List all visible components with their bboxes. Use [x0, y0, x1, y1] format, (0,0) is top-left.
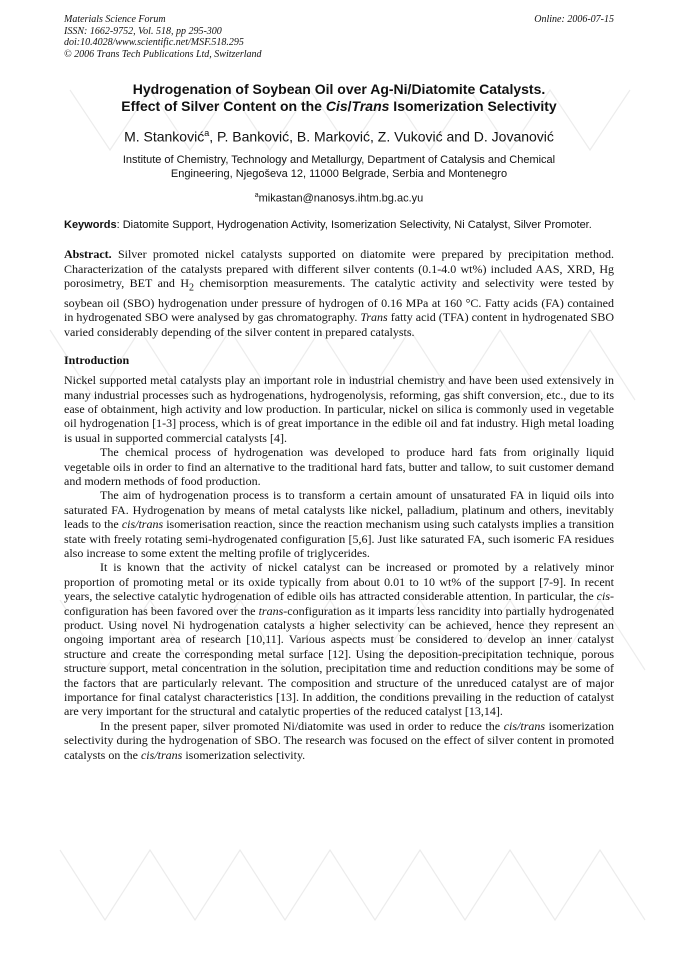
abstract-text-3: fatty acid (TFA) content in hydrogenated SBO varied considerably depending of the silver content in prepared catalysts.: [64, 310, 614, 339]
intro-paragraph-4: [64, 560, 614, 718]
email-superscript: a: [254, 191, 259, 199]
p4-text-b: -configuration has been favored over the: [64, 589, 614, 618]
abstract-text-1: Silver promoted nickel catalysts supported on diatomite were prepared by precipitation method. Characterization of the catalysts prepared with different silver contents (0.1-4.0 wt%) included AAS, XRD, Hg porosimetry, BET and H: [64, 247, 614, 291]
paper-title: [64, 81, 614, 115]
issn-line: ISSN: 1662-9752, Vol. 518, pp 295-300: [64, 25, 222, 37]
abstract-label: Abstract.: [64, 247, 112, 262]
p3-text-b: isomerisation reaction, since the reaction mechanism using such catalysts implies a transition state with freely rotating semi-hydrogenated configuration [5,6]. Just like saturated FA, such isomeric FA residues also increase to some extent the melting profile of triglycerides.: [64, 517, 614, 561]
section-heading-introduction: Introduction: [64, 353, 130, 368]
author-list: [64, 125, 614, 146]
paper-page: [64, 14, 614, 762]
intro-paragraph-3: [64, 488, 614, 560]
p4-em-2: trans: [258, 603, 284, 618]
affiliation-line-1: Institute of Chemistry, Technology and Metallurgy, Department of Catalysis and Chemical: [122, 153, 556, 166]
p3-text-a: The aim of hydrogenation process is to transform a certain amount of unsaturated FA in liquid oils into saturated FA. Hydrogenation by means of metal catalysts like nickel, palladium, platinum and others, inevitably leads to the: [64, 488, 614, 532]
p5-em-2: cis/trans: [140, 747, 183, 762]
title-line-2: [64, 98, 614, 115]
author-email: [64, 189, 614, 206]
title-text: Effect of Silver Content on the: [121, 98, 326, 114]
p5-text-c: isomerization selectivity.: [182, 747, 306, 762]
p5-em-1: cis/trans: [503, 718, 546, 733]
abstract-subscript: 2: [189, 282, 195, 294]
title-text-end: Isomerization Selectivity: [389, 98, 557, 114]
p5-text-a: In the present paper, silver promoted Ni/diatomite was used in order to reduce the: [100, 718, 504, 733]
affiliation: [64, 153, 614, 181]
author-superscript: a: [204, 128, 210, 138]
title-slash: /: [347, 98, 352, 114]
title-trans: Trans: [351, 98, 390, 114]
abstract: [64, 247, 614, 339]
journal-header: [64, 14, 614, 60]
keywords: [64, 218, 614, 232]
abstract-text-2: chemisorption measurements. The catalytic activity and selectivity were tested by soybean oil (SBO) hydrogenation under pressure of hydrogen of 0.16 MPa at 160 °C. Fatty acids (FA) contained in hydrogenated SBO were analysed by gas chromatography.: [64, 276, 614, 325]
p4-text-a: It is known that the activity of nickel catalyst can be increased or promoted by a relatively minor proportion of promoting metal or its oxide typically from about 0.01 to 10 wt% of the support [7-9]. In recent years, the selective catalytic hydrogenation of edible oils has attracted considerable attention. In particular, the: [64, 560, 614, 604]
journal-name: Materials Science Forum: [64, 14, 166, 25]
intro-paragraph-1: Nickel supported metal catalysts play an important role in industrial chemistry and have been used extensively in many industrial processes such as hydrogenations, hydrogenolysis, reforming, gas shift conversion, etc., due to its ease of obtainment, high activity and low production. In particular, nickel on silica is commonly used in vegetable oil hydrogenation [1-3] process, which is of great importance in the edible oil and fat industry. High metal loading is usual in supported commercial catalysts [4].: [64, 373, 614, 445]
p5-text-b: isomerization selectivity during the hydrogenation of SBO. The research was focused on the effect of silver content in promoted catalysts on the: [64, 718, 614, 762]
abstract-em: Trans: [360, 310, 388, 325]
p4-text-c: -configuration as it imparts less rancidity into partially hydrogenated product. Using novel Ni hydrogenation catalysts a higher selectivity can be achieved, hence they represent an ongoing important area of research [10,11]. Various aspects must be considered to develop an inner catalyst structure and create the corresponding metal surface [12]. Using the deposition-precipitation technique, porous structure support, metal concentration in the solution, precipitation time and reduction conditions may be some of the factors that are particularly relevant. The composition and structure of the unreduced catalyst are of major importance for final catalyst characteristics [13]. In addition, the conditions prevailing in the reduction of catalyst are very important for the structural and catalytic properties of the reduced catalyst [13,14].: [64, 603, 615, 719]
keywords-label: Keywords: [64, 219, 117, 232]
other-authors: , P. Banković, B. Marković, Z. Vuković and D. Jovanović: [209, 128, 554, 145]
title-cis: Cis: [325, 98, 348, 114]
first-author: M. Stanković: [124, 128, 205, 145]
p3-em: cis/trans: [121, 517, 164, 532]
intro-paragraph-5: [64, 719, 614, 762]
affiliation-line-2: Engineering, Njegoševa 12, 11000 Belgrade, Serbia and Montenegro: [170, 167, 508, 180]
p4-em-1: cis: [596, 589, 610, 604]
intro-paragraph-2: The chemical process of hydrogenation was developed to produce hard fats from originally liquid vegetable oils in order to find an alternative to the traditional hard fats, butter and tallow, to suit customer demand and modern methods of food production.: [64, 445, 614, 488]
email-address[interactable]: mikastan@nanosys.ihtm.bg.ac.yu: [258, 192, 424, 205]
copyright-line: © 2006 Trans Tech Publications Ltd, Switzerland: [64, 48, 262, 60]
doi-line: doi:10.4028/www.scientific.net/MSF.518.295: [64, 37, 244, 48]
title-line-1: Hydrogenation of Soybean Oil over Ag-Ni/Diatomite Catalysts.: [132, 81, 546, 97]
keywords-text: : Diatomite Support, Hydrogenation Activity, Isomerization Selectivity, Ni Catalyst, Silver Promoter.: [116, 219, 592, 232]
online-date: Online: 2006-07-15: [534, 14, 614, 25]
